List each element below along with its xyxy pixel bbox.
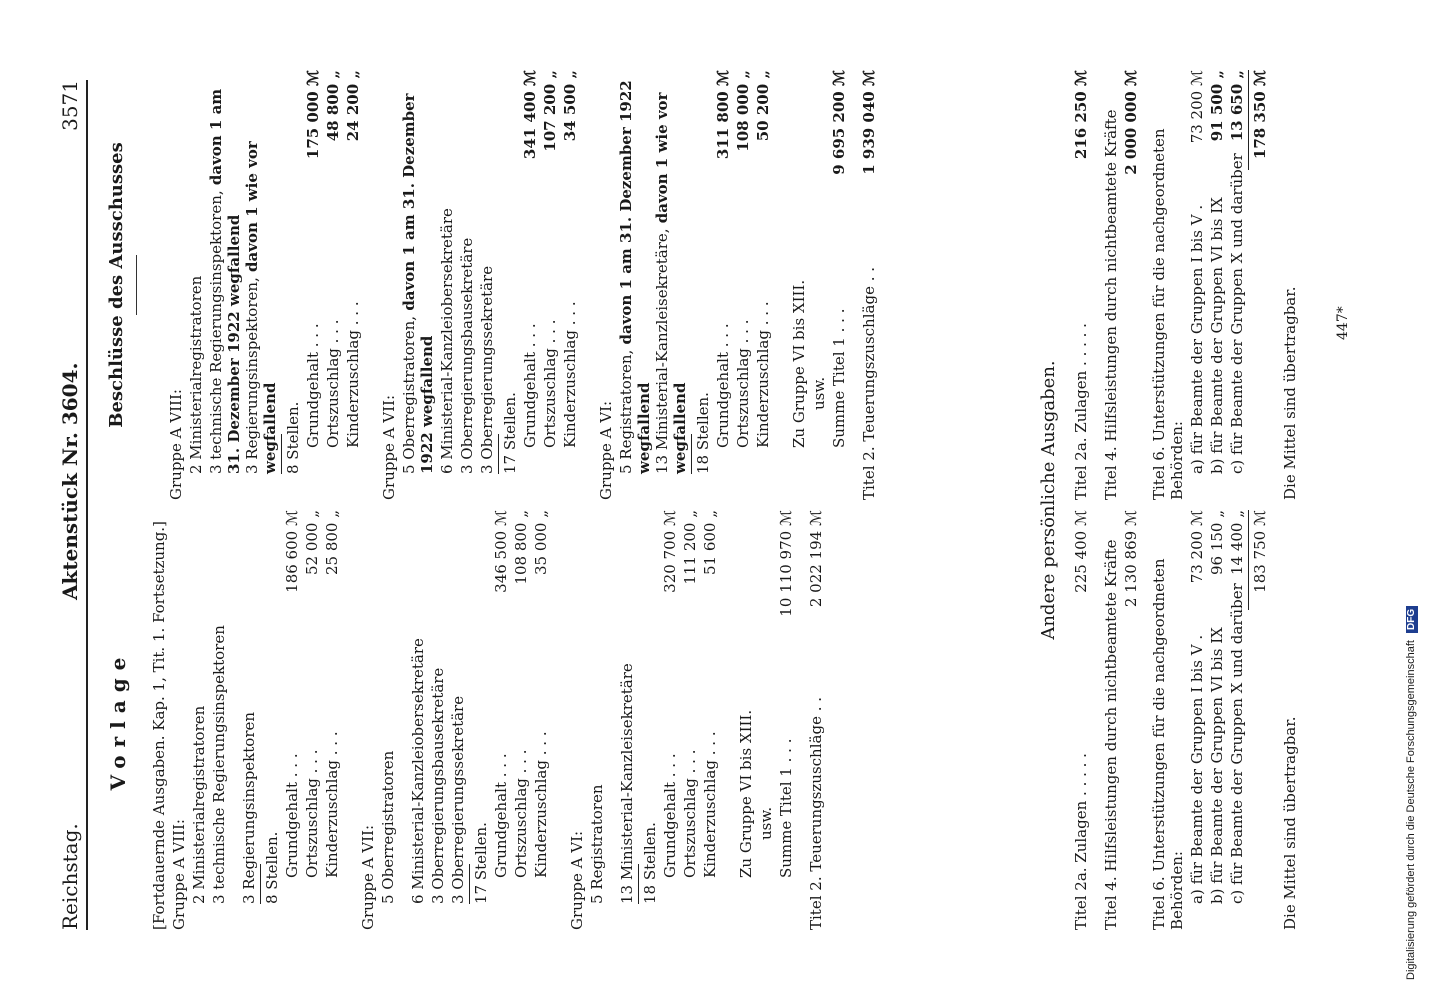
row-label: Kinderzuschlag (753, 330, 772, 448)
group-a7 (359, 510, 550, 930)
stellen-count: 17 Stellen. (500, 392, 519, 474)
section-heading: Andere persönliche Ausgaben. (1038, 360, 1059, 640)
header-rule (86, 80, 88, 930)
group-item: 3 Oberregierungssekretäre (449, 695, 467, 904)
titel6-row (1208, 70, 1226, 500)
summe-amount: 9 695 200 ℳ (829, 70, 848, 175)
row-label: Ortszuschlag (681, 778, 699, 878)
titel6-row: a) für Beamte der Gruppen I bis V . 73 200 ℳ (1188, 510, 1206, 904)
amount-row: Grundgehalt . . . 186 600 ℳ (283, 510, 301, 878)
titel2a-row: Titel 2a. Zulagen . . . . . 225 400 ℳ (1072, 510, 1090, 930)
titel6-row: a) für Beamte der Gruppen I bis V . 73 200 ℳ (1188, 70, 1206, 474)
total-rule (1248, 70, 1249, 170)
digitization-credit (1405, 606, 1418, 980)
row-label: Grundgehalt (661, 782, 679, 878)
group-item: 3 technische Regierungsinspektoren (210, 625, 228, 904)
beschluesse-heading: Beschlüsse des Ausschusses (106, 142, 127, 428)
heading-rule (136, 255, 137, 315)
group-a6-right (597, 70, 772, 500)
titel2-label: Titel 2. Teuerungszuschläge (859, 286, 878, 500)
titel2-amount: 1 939 040 ℳ (859, 70, 878, 175)
group-item: 13 Ministerial-Kanzleisekretäre (618, 663, 636, 904)
row-label: Ortszuschlag (540, 348, 559, 448)
usw: usw. (757, 806, 775, 840)
row-amount: 111 200 „ (681, 510, 699, 585)
header-left: Reichstag. (58, 823, 82, 930)
amount-row: Ortszuschlag . . . 52 000 „ (303, 510, 321, 878)
group-item (653, 70, 689, 500)
footer-sheet-number: 447* (1335, 306, 1351, 340)
group-title: Gruppe A VIII: (170, 819, 188, 930)
row-label: b) für Beamte der Gruppen VI bis IX (1208, 197, 1226, 474)
amount-row: Grundgehalt . . . 175 000 ℳ (303, 70, 322, 448)
other-right (1070, 70, 1301, 500)
group-a8-right (167, 70, 362, 500)
zu-gruppe: Zu Gruppe VI bis XIII. (737, 709, 755, 878)
summe-row: Summe Titel 1 . . . 9 695 200 ℳ (829, 70, 848, 448)
group-item (458, 70, 476, 500)
group-a7-right (380, 70, 579, 500)
amount-row: Kinderzuschlag . . . 50 200 „ (753, 70, 772, 448)
titel4-amount: 2 000 000 ℳ (1122, 70, 1140, 175)
item-text: 6 Ministerial-Kanzleiobersekretäre (437, 208, 456, 474)
group-item: 6 Ministerial-Kanzleiobersekretäre (409, 638, 427, 904)
row-amount: 73 200 ℳ (1188, 70, 1206, 144)
item-text: 3 Oberregierungssekretäre (477, 265, 496, 474)
stellen-count: 17 Stellen. (472, 822, 490, 904)
row-amount: 35 000 „ (532, 510, 550, 576)
row-amount: 346 500 ℳ (492, 510, 510, 593)
row-amount: 186 600 ℳ (283, 510, 301, 593)
row-label: Ortszuschlag (323, 348, 342, 448)
amount-row: Ortszuschlag . . . 111 200 „ (681, 510, 699, 878)
item-text: 3 Oberregierungsbausekretäre (457, 237, 476, 474)
row-amount: 341 400 ℳ (520, 70, 539, 160)
subtotal-rule (638, 864, 639, 904)
row-label: c) für Beamte der Gruppen X und darüber (1228, 583, 1246, 904)
subtotal-rule (281, 434, 282, 474)
row-amount: 25 800 „ (323, 510, 341, 576)
titel2-amount: 2 022 194 ℳ (807, 510, 825, 608)
row-label: Kinderzuschlag (343, 330, 362, 448)
titel2-row: Titel 2. Teuerungszuschläge . . 1 939 040 ℳ (859, 70, 878, 500)
group-title: Gruppe A VI: (596, 400, 615, 500)
row-amount: 52 000 „ (303, 510, 321, 576)
row-amount: 108 800 „ (512, 510, 530, 585)
item-text: 3 technische Regierungsinspektoren, (206, 190, 225, 474)
subtotal-rule (691, 434, 692, 474)
group-item: 5 Oberregistratoren (379, 750, 397, 904)
titel2a-amount: 225 400 ℳ (1072, 510, 1090, 593)
row-label: a) für Beamte der Gruppen I bis V (1188, 644, 1206, 904)
group-item (187, 70, 205, 500)
row-amount: 14 400 „ (1228, 510, 1246, 576)
group-item: 3 Regierungsinspektoren (240, 711, 258, 904)
dfg-logo-icon: DFG (1406, 606, 1418, 633)
row-amount: 311 800 ℳ (713, 70, 732, 160)
titel2a-amount: 216 250 ℳ (1072, 70, 1090, 160)
amount-row: Kinderzuschlag . . . 34 500 „ (560, 70, 579, 448)
transfer-note: Die Mittel sind übertragbar. (1281, 716, 1299, 930)
intro-line: [Fortdauernde Ausgaben. Kap. 1, Tit. 1. Fortsetzung.] (150, 521, 168, 930)
stellen-count: 18 Stellen. (641, 822, 659, 904)
summe-label: Summe Titel 1 (777, 767, 795, 878)
group-item: 5 Registratoren (588, 784, 606, 904)
amount-row: Ortszuschlag . . . 48 800 „ (323, 70, 342, 448)
row-amount: 48 800 „ (323, 70, 342, 142)
group-title: Gruppe A VI: (568, 830, 586, 930)
subtotal-rule (498, 434, 499, 474)
stellen-count: 18 Stellen. (693, 392, 712, 474)
row-amount: 175 000 ℳ (303, 70, 322, 160)
titel6-label: Titel 6. Unterstützungen für die nachgeordneten Behörden: (1150, 128, 1186, 500)
row-label: a) für Beamte der Gruppen I bis V (1188, 214, 1206, 474)
group-item (207, 70, 243, 500)
titel2-label: Titel 2. Teuerungszuschläge (807, 716, 825, 930)
header-center: Aktenstück Nr. 3604. (58, 362, 82, 600)
stellen-count: 8 Stellen. (263, 831, 281, 904)
item-text: 5 Registratoren, (616, 349, 635, 474)
titel6-row (1228, 510, 1246, 930)
group-item (400, 70, 436, 500)
amount-row: Kinderzuschlag . . . 25 800 „ (323, 510, 341, 878)
row-label: Ortszuschlag (303, 778, 321, 878)
row-amount: 320 700 ℳ (661, 510, 679, 593)
beschluesse-column (100, 70, 880, 500)
group-title: Gruppe A VII: (359, 825, 377, 930)
titel6-label: Titel 6. Unterstützungen für die nachgeordneten Behörden: (1150, 558, 1186, 930)
usw: usw. (809, 376, 828, 410)
group-item (617, 70, 653, 500)
summe-amount: 10 110 970 ℳ (777, 510, 795, 617)
row-amount: 13 650 „ (1228, 70, 1246, 142)
subtotal-rule (469, 864, 470, 904)
row-amount: 108 000 „ (733, 70, 752, 152)
titel4-label: Titel 4. Hilfsleistungen durch nichtbeamtete Kräfte (1102, 109, 1120, 500)
row-label: c) für Beamte der Gruppen X und darüber (1228, 153, 1246, 474)
transfer-note: Die Mittel sind übertragbar. (1281, 286, 1299, 500)
row-label: Ortszuschlag (512, 778, 530, 878)
page-number: 3571 (58, 80, 82, 131)
row-amount: 107 200 „ (540, 70, 559, 152)
titel2a-row: Titel 2a. Zulagen . . . . . 216 250 ℳ (1072, 70, 1090, 500)
group-item (438, 70, 456, 500)
credit-text: Digitalisierung gefördert durch die Deutsche Forschungsgemeinschaft (1405, 640, 1417, 980)
row-label: Grundgehalt (713, 352, 732, 448)
amount-row: Grundgehalt . . . 320 700 ℳ (661, 510, 679, 878)
row-amount: 91 500 „ (1208, 70, 1226, 142)
row-label: b) für Beamte der Gruppen VI bis IX (1208, 627, 1226, 904)
titel2a-label: Titel 2a. Zulagen (1072, 370, 1090, 500)
group-item (243, 70, 279, 500)
row-amount: 51 600 „ (701, 510, 719, 576)
item-note: davon 1 am 31. Dezember 1922 wegfallend (616, 80, 653, 474)
group-item (478, 70, 496, 500)
item-note: davon 1 wie vor wegfallend (652, 92, 689, 474)
row-amount: 73 200 ℳ (1188, 510, 1206, 584)
group-title: Gruppe A VII: (379, 395, 398, 500)
amount-row: Ortszuschlag . . . 108 000 „ (733, 70, 752, 448)
item-text: 5 Oberregistratoren, (399, 315, 418, 474)
item-text: 2 Ministerialregistratoren (186, 275, 205, 474)
titel6-row (1208, 510, 1226, 930)
group-title: Gruppe A VIII: (166, 389, 185, 500)
zu-gruppe: Zu Gruppe VI bis XIII. (789, 279, 808, 448)
titel6-total: 183 750 ℳ (1251, 510, 1269, 593)
item-note: davon 1 am 31. Dezember 1922 wegfallend (206, 88, 243, 474)
titel2-row: Titel 2. Teuerungszuschläge . . 2 022 194 ℳ (807, 510, 825, 930)
row-amount: 34 500 „ (560, 70, 579, 142)
titel2a-label: Titel 2a. Zulagen (1072, 800, 1090, 930)
row-label: Grundgehalt (303, 352, 322, 448)
row-label: Kinderzuschlag (532, 760, 550, 878)
other-left (1070, 510, 1301, 930)
vorlage-column (100, 510, 827, 930)
amount-row: Ortszuschlag . . . 107 200 „ (540, 70, 559, 448)
amount-row: Grundgehalt . . . 311 800 ℳ (713, 70, 732, 448)
vorlage-heading: Vorlage (106, 649, 130, 791)
summe-label: Summe Titel 1 (829, 337, 848, 448)
stellen-count: 8 Stellen. (283, 401, 302, 474)
amount-row: Kinderzuschlag . . . 24 200 „ (343, 70, 362, 448)
amount-row: Kinderzuschlag . . . 51 600 „ (701, 510, 719, 878)
item-text: 3 Regierungsinspektoren, (242, 277, 261, 474)
row-label: Ortszuschlag (733, 348, 752, 448)
titel6-total: 178 350 ℳ (1251, 70, 1269, 160)
row-label: Kinderzuschlag (323, 760, 341, 878)
item-text: 13 Ministerial-Kanzleisekretäre, (652, 228, 671, 474)
row-label: Grundgehalt (492, 782, 510, 878)
subtotal-rule (260, 864, 261, 904)
row-label: Grundgehalt (520, 352, 539, 448)
total-rule (1248, 510, 1249, 610)
item-note: davon 1 am 31. Dezember 1922 wegfallend (399, 93, 436, 474)
titel4-amount: 2 130 869 ℳ (1122, 510, 1140, 608)
row-amount: 50 200 „ (753, 70, 772, 142)
amount-row: Ortszuschlag . . . 108 800 „ (512, 510, 530, 878)
row-label: Grundgehalt (283, 782, 301, 878)
group-item: 2 Ministerialregistratoren (190, 705, 208, 904)
row-label: Kinderzuschlag (560, 330, 579, 448)
amount-row: Kinderzuschlag . . . 35 000 „ (532, 510, 550, 878)
row-amount: 24 200 „ (343, 70, 362, 142)
summe-row: Summe Titel 1 . . . 10 110 970 ℳ (777, 510, 795, 878)
amount-row: Grundgehalt . . . 346 500 ℳ (492, 510, 510, 878)
titel6-row (1228, 70, 1246, 500)
row-amount: 96 150 „ (1208, 510, 1226, 576)
row-label: Kinderzuschlag (701, 760, 719, 878)
other-expenses-section (1020, 70, 1299, 930)
group-a6 (568, 510, 719, 930)
amount-row: Grundgehalt . . . 341 400 ℳ (520, 70, 539, 448)
running-head (58, 80, 88, 930)
titel4-label: Titel 4. Hilfsleistungen durch nichtbeamtete Kräfte (1102, 539, 1120, 930)
group-item: 3 Oberregierungsbausekretäre (429, 667, 447, 904)
group-a8 (170, 510, 341, 930)
item-note: davon 1 wie vor wegfallend (242, 141, 279, 474)
